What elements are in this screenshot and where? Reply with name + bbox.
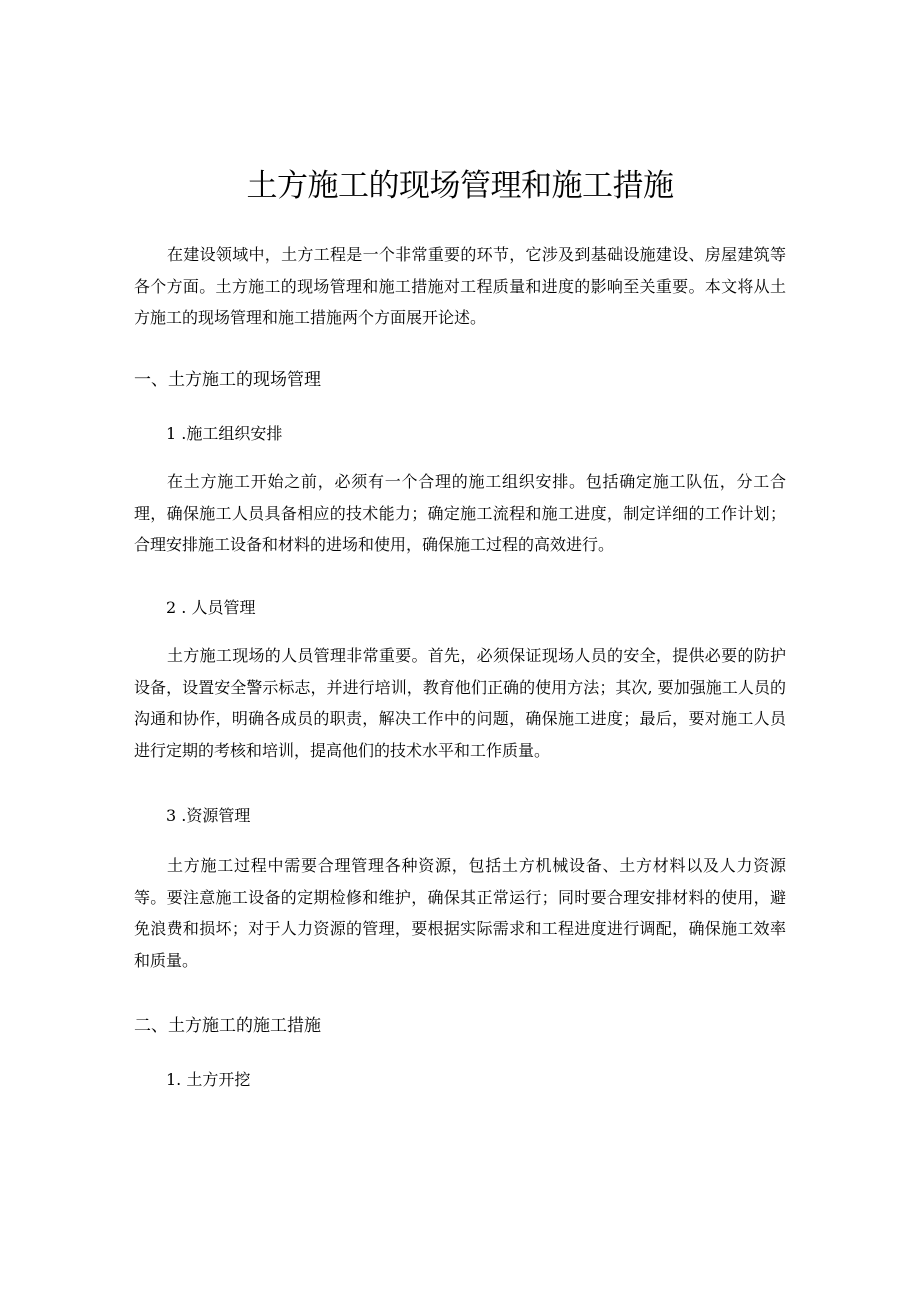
subsection-1-2-body: 土方施工现场的人员管理非常重要。首先，必须保证现场人员的安全，提供必要的防护设备，设置安全警示标志，并进行培训，教育他们正确的使用方法；其次, 要加强施工人员的沟通和协作，明确各成员的职责，解决工作中的问题，确保施工进度；最后，要对施工人员进行定期的考核和培训，提高他们的技术水平和工作质量。 (134, 646, 786, 760)
section-2-heading: 二、土方施工的施工措施 (134, 1016, 321, 1036)
subsection-1-1-heading: 1 .施工组织安排 (166, 424, 283, 443)
subsection-1-1-body: 在土方施工开始之前，必须有一个合理的施工组织安排。包括确定施工队伍，分工合理，确保施工人员具备相应的技术能力；确定施工流程和施工进度，制定详细的工作计划；合理安排施工设备和材料的进场和使用，确保施工过程的高效进行。 (134, 472, 786, 554)
subsection-2-1-heading: 1. 土方开挖 (166, 1070, 251, 1089)
subsection-1-3-heading: 3 .资源管理 (166, 806, 251, 825)
subsection-1-3-body: 土方施工过程中需要合理管理各种资源，包括土方机械设备、土方材料以及人力资源等。要注意施工设备的定期检修和维护，确保其正常运行；同时要合理安排材料的使用，避免浪费和损坏；对于人力资源的管理，要根据实际需求和工程进度进行调配，确保施工效率和质量。 (134, 856, 786, 970)
document-title: 土方施工的现场管理和施工措施 (246, 168, 674, 204)
section-1-heading: 一、土方施工的现场管理 (134, 370, 321, 390)
intro-paragraph: 在建设领域中，土方工程是一个非常重要的环节，它涉及到基础设施建设、房屋建筑等各个方面。土方施工的现场管理和施工措施对工程质量和进度的影响至关重要。本文将从土方施工的现场管理和施工措施两个方面展开论述。 (134, 245, 786, 327)
subsection-1-2-heading: 2 . 人员管理 (166, 598, 256, 617)
